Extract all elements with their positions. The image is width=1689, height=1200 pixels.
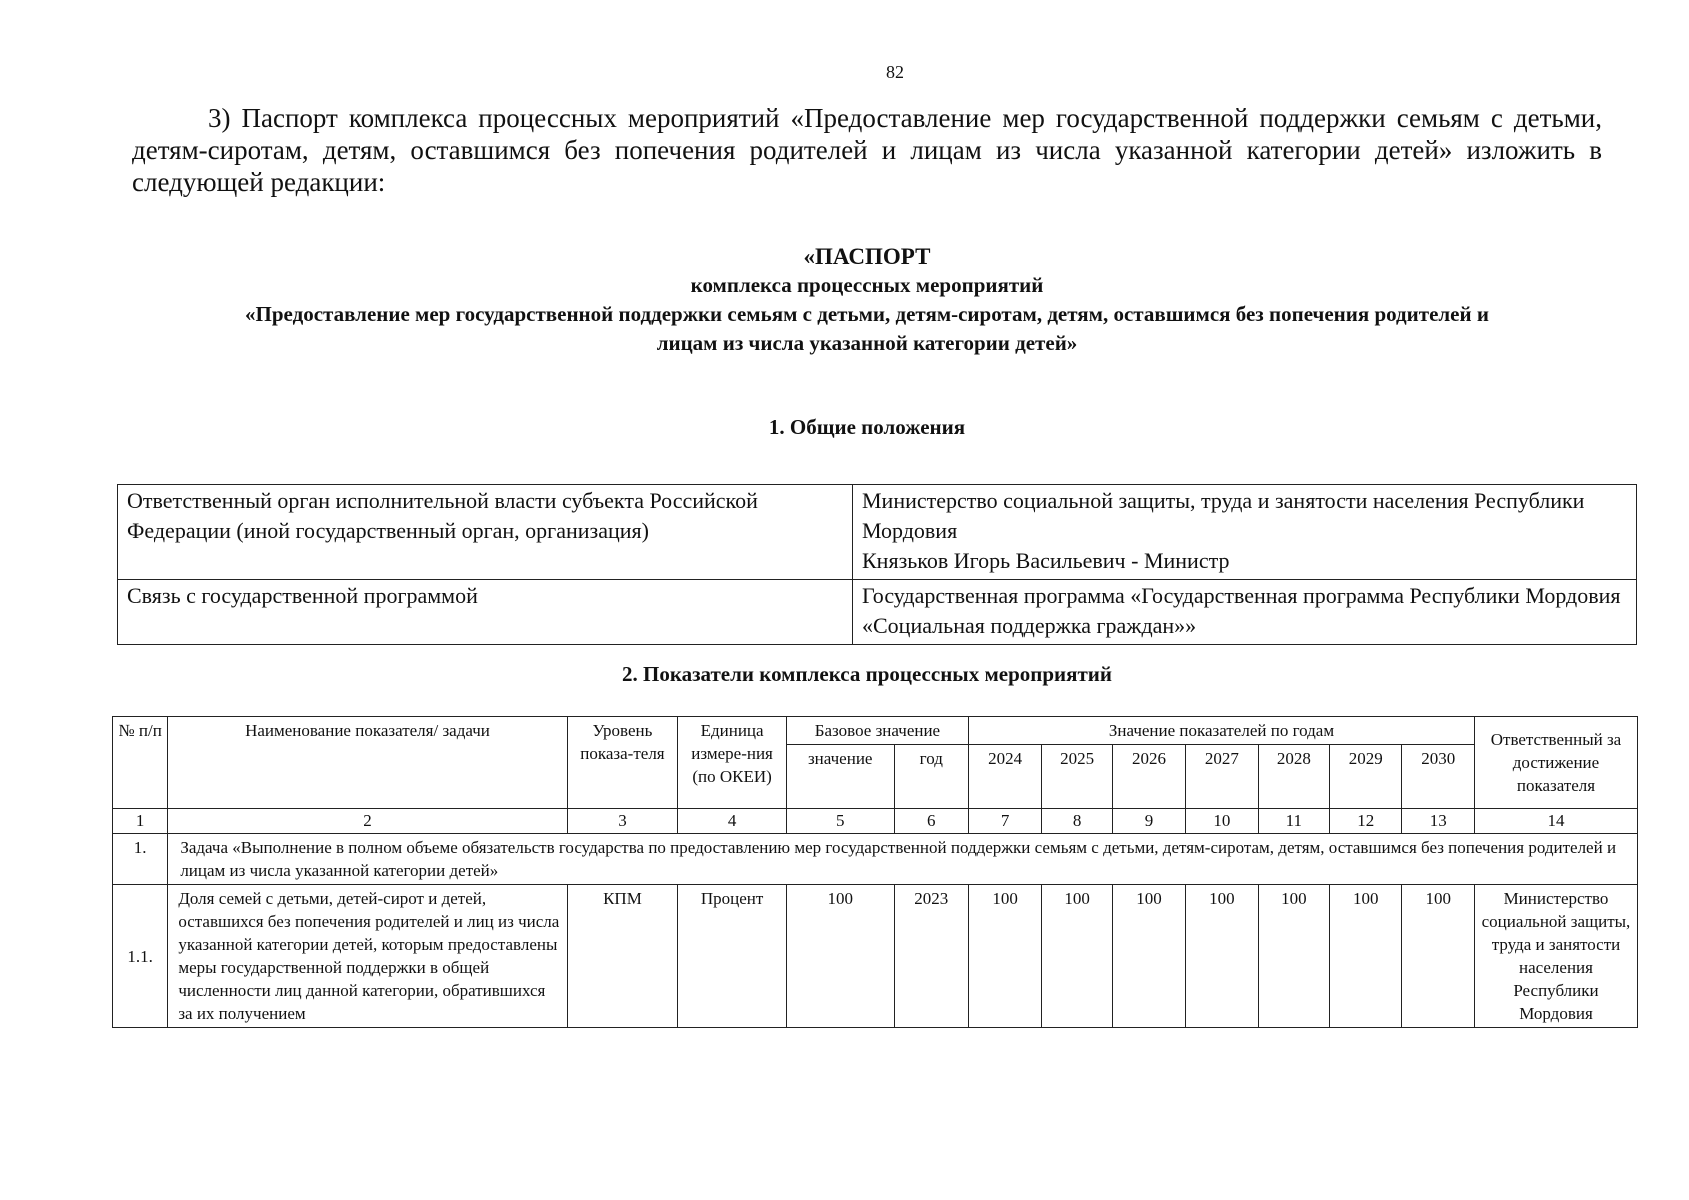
header-unit: Единица измере-ния (по ОКЕИ)	[678, 717, 787, 809]
section-2-title: 2. Показатели комплекса процессных мероприятий	[621, 662, 1112, 686]
indicator-base-year: 2023	[894, 885, 968, 1028]
header-year-2025: 2025	[1042, 745, 1112, 809]
header-level: Уровень показа-теля	[567, 717, 678, 809]
column-number: 1	[113, 809, 168, 834]
column-number: 5	[786, 809, 894, 834]
responsible-body-label: Ответственный орган исполнительной власти субъекта Российской Федерации (иной государственный орган, организация)	[118, 485, 853, 580]
indicator-name: Доля семей с детьми, детей-сирот и детей, оставшихся без попечения родителей и лиц из числа указанной категории детей, которым предоставлены меры государственной поддержки в общей численности лиц данной категории, обратившихся за их получением	[168, 885, 567, 1028]
indicator-value-2025: 100	[1042, 885, 1112, 1028]
passport-name-line-1: «Предоставление мер государственной поддержки семьям с детьми, детям-сиротам, детям, оставшимся без попечения родителей и	[245, 302, 1489, 326]
indicators-table	[112, 716, 1638, 1028]
column-number: 11	[1258, 809, 1329, 834]
section-1-title: 1. Общие положения	[768, 415, 966, 439]
intro-paragraph: 3) Паспорт комплекса процессных мероприятий «Предоставление мер государственной поддержки семьям с детьми, детям-сиротам, детям, оставшимся без попечения родителей и лицам из числа указанной категории детей» изложить в следующей редакции:	[132, 103, 1602, 197]
responsible-body-ministry: Министерство социальной защиты, труда и занятости населения Республики Мордовия	[862, 488, 1585, 543]
column-number: 2	[168, 809, 567, 834]
general-provisions-table	[117, 484, 1637, 645]
column-number: 4	[678, 809, 787, 834]
indicator-level: КПМ	[567, 885, 678, 1028]
column-number: 3	[567, 809, 678, 834]
header-year-2029: 2029	[1330, 745, 1402, 809]
header-year-2027: 2027	[1186, 745, 1258, 809]
header-base-value: значение	[786, 745, 894, 809]
indicator-value-2029: 100	[1330, 885, 1402, 1028]
responsible-body-minister: Князьков Игорь Васильевич - Министр	[862, 548, 1230, 573]
indicator-value-2027: 100	[1186, 885, 1258, 1028]
indicator-responsible: Министерство социальной защиты, труда и занятости населения Республики Мордовия	[1474, 885, 1637, 1028]
header-row	[113, 717, 1638, 745]
indicator-unit: Процент	[678, 885, 787, 1028]
indicator-value-2026: 100	[1112, 885, 1185, 1028]
column-number: 6	[894, 809, 968, 834]
passport-header	[132, 242, 1602, 358]
header-year-2028: 2028	[1258, 745, 1329, 809]
column-number: 13	[1402, 809, 1475, 834]
header-years-group: Значение показателей по годам	[968, 717, 1474, 745]
header-num: № п/п	[113, 717, 168, 809]
header-name: Наименование показателя/ задачи	[168, 717, 567, 809]
table-row	[118, 485, 1637, 580]
column-number: 12	[1330, 809, 1402, 834]
table-row	[118, 580, 1637, 645]
passport-subtitle: комплекса процессных мероприятий	[690, 273, 1044, 297]
responsible-body-value	[853, 485, 1637, 580]
task-num: 1.	[113, 834, 168, 885]
column-number: 9	[1112, 809, 1185, 834]
indicator-value-2028: 100	[1258, 885, 1329, 1028]
header-responsible: Ответственный за достижение показателя	[1474, 717, 1637, 809]
header-base-year: год	[894, 745, 968, 809]
indicator-num: 1.1.	[113, 885, 168, 1028]
column-number: 14	[1474, 809, 1637, 834]
indicator-value-2024: 100	[968, 885, 1041, 1028]
passport-name-line-2: лицам из числа указанной категории детей»	[656, 331, 1078, 355]
column-number: 7	[968, 809, 1041, 834]
program-link-label: Связь с государственной программой	[118, 580, 853, 645]
program-link-value: Государственная программа «Государственная программа Республики Мордовия «Социальная поддержка граждан»»	[853, 580, 1637, 645]
indicator-row	[113, 885, 1638, 1028]
header-year-2026: 2026	[1112, 745, 1185, 809]
column-number: 10	[1186, 809, 1258, 834]
header-base: Базовое значение	[786, 717, 968, 745]
header-year-2024: 2024	[968, 745, 1041, 809]
column-numbers-row	[113, 809, 1638, 834]
indicator-value-2030: 100	[1402, 885, 1475, 1028]
indicator-base-value: 100	[786, 885, 894, 1028]
page-number: 82	[886, 62, 904, 82]
column-number: 8	[1042, 809, 1112, 834]
task-text: Задача «Выполнение в полном объеме обязательств государства по предоставлению мер государственной поддержки семьям с детьми, детям-сиротам, детям, оставшимся без попечения родителей и лицам из числа указанной категории детей»	[168, 834, 1638, 885]
header-year-2030: 2030	[1402, 745, 1475, 809]
task-row	[113, 834, 1638, 885]
passport-title: «ПАСПОРТ	[803, 244, 931, 269]
